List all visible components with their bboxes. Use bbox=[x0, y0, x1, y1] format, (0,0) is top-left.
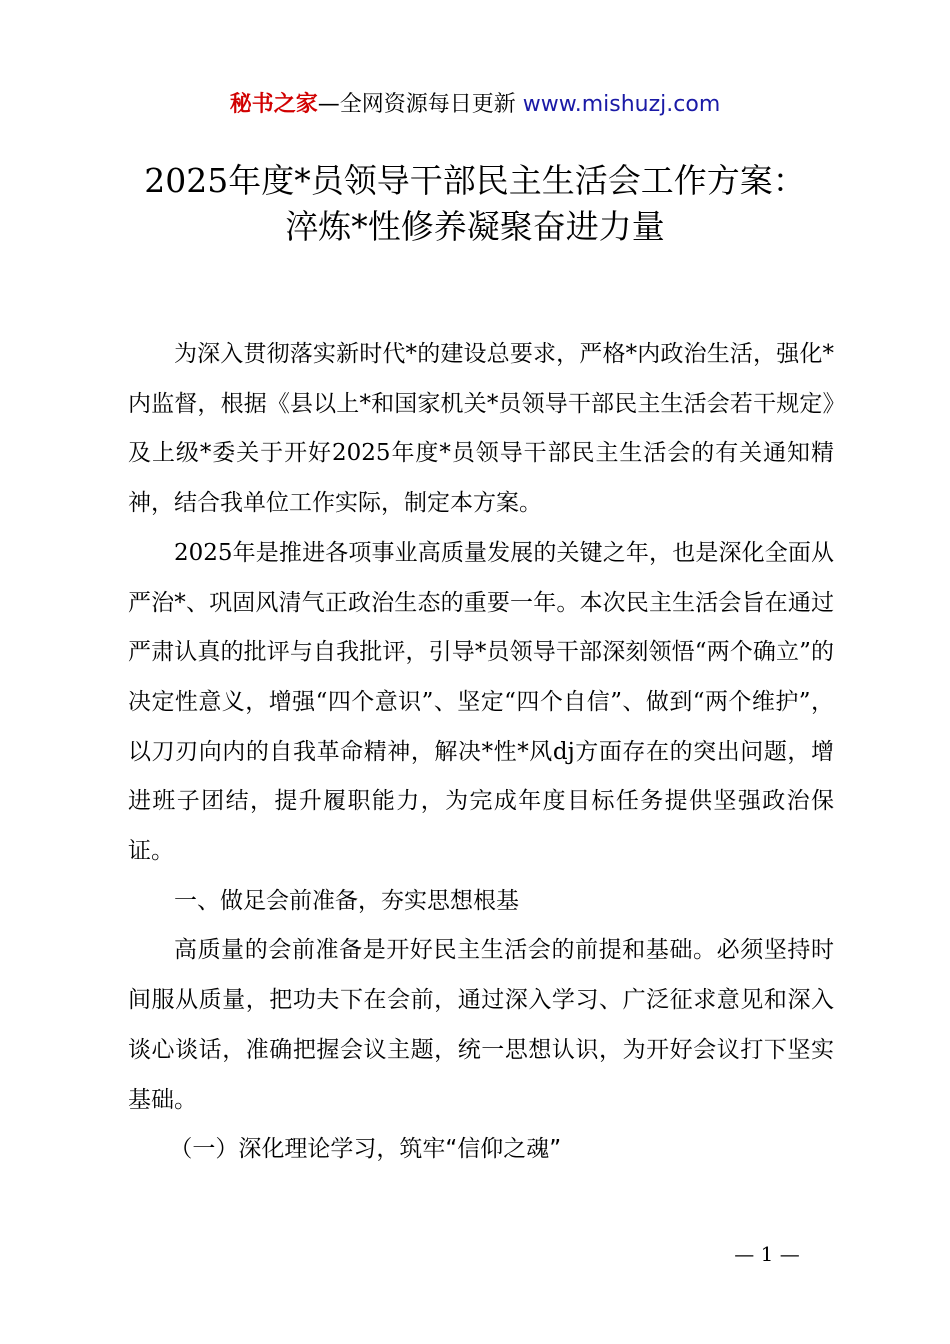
title-line-2: 淬炼*性修养凝聚奋进力量 bbox=[285, 207, 665, 246]
document-body bbox=[128, 330, 834, 1175]
site-url-link[interactable]: www.mishuzj.com bbox=[522, 92, 721, 117]
title-line-1: 2025年度*员领导干部民主生活会工作方案： bbox=[144, 161, 806, 200]
brand-name: 秘书之家 bbox=[229, 92, 318, 117]
paragraph-intro: 为深入贯彻落实新时代*的建设总要求，严格*内政治生活，强化*内监督，根据《县以上*和国家机关*员领导干部民主生活会若干规定》及上级*委关于开好2025年度*员领导干部民主生活会的有关通知精神，结合我单位工作实际，制定本方案。 bbox=[128, 341, 834, 517]
document-title bbox=[0, 158, 950, 250]
paragraph-preparation: 高质量的会前准备是开好民主生活会的前提和基础。必须坚持时间服从质量，把功夫下在会前，通过深入学习、广泛征求意见和深入谈心谈话，准确把握会议主题，统一思想认识，为开好会议打下坚实基础。 bbox=[128, 937, 834, 1113]
header-tagline: —全网资源每日更新 bbox=[317, 92, 523, 117]
paragraph-background: 2025年是推进各项事业高质量发展的关键之年，也是深化全面从严治*、巩固风清气正政治生态的重要一年。本次民主生活会旨在通过严肃认真的批评与自我批评，引导*员领导干部深刻领悟“两个确立”的决定性意义，增强“四个意识”、坚定“四个自信”、做到“两个维护”，以刀刃向内的自我革命精神，解决*性*风dj方面存在的突出问题，增进班子团结，提升履职能力，为完成年度目标任务提供坚强政治保证。 bbox=[128, 539, 834, 865]
site-header bbox=[0, 88, 950, 122]
section-heading-1: 一、做足会前准备，夯实思想根基 bbox=[174, 887, 519, 914]
page-number: — 1 — bbox=[734, 1242, 800, 1266]
subsection-heading-1: （一）深化理论学习，筑牢“信仰之魂” bbox=[169, 1136, 562, 1163]
